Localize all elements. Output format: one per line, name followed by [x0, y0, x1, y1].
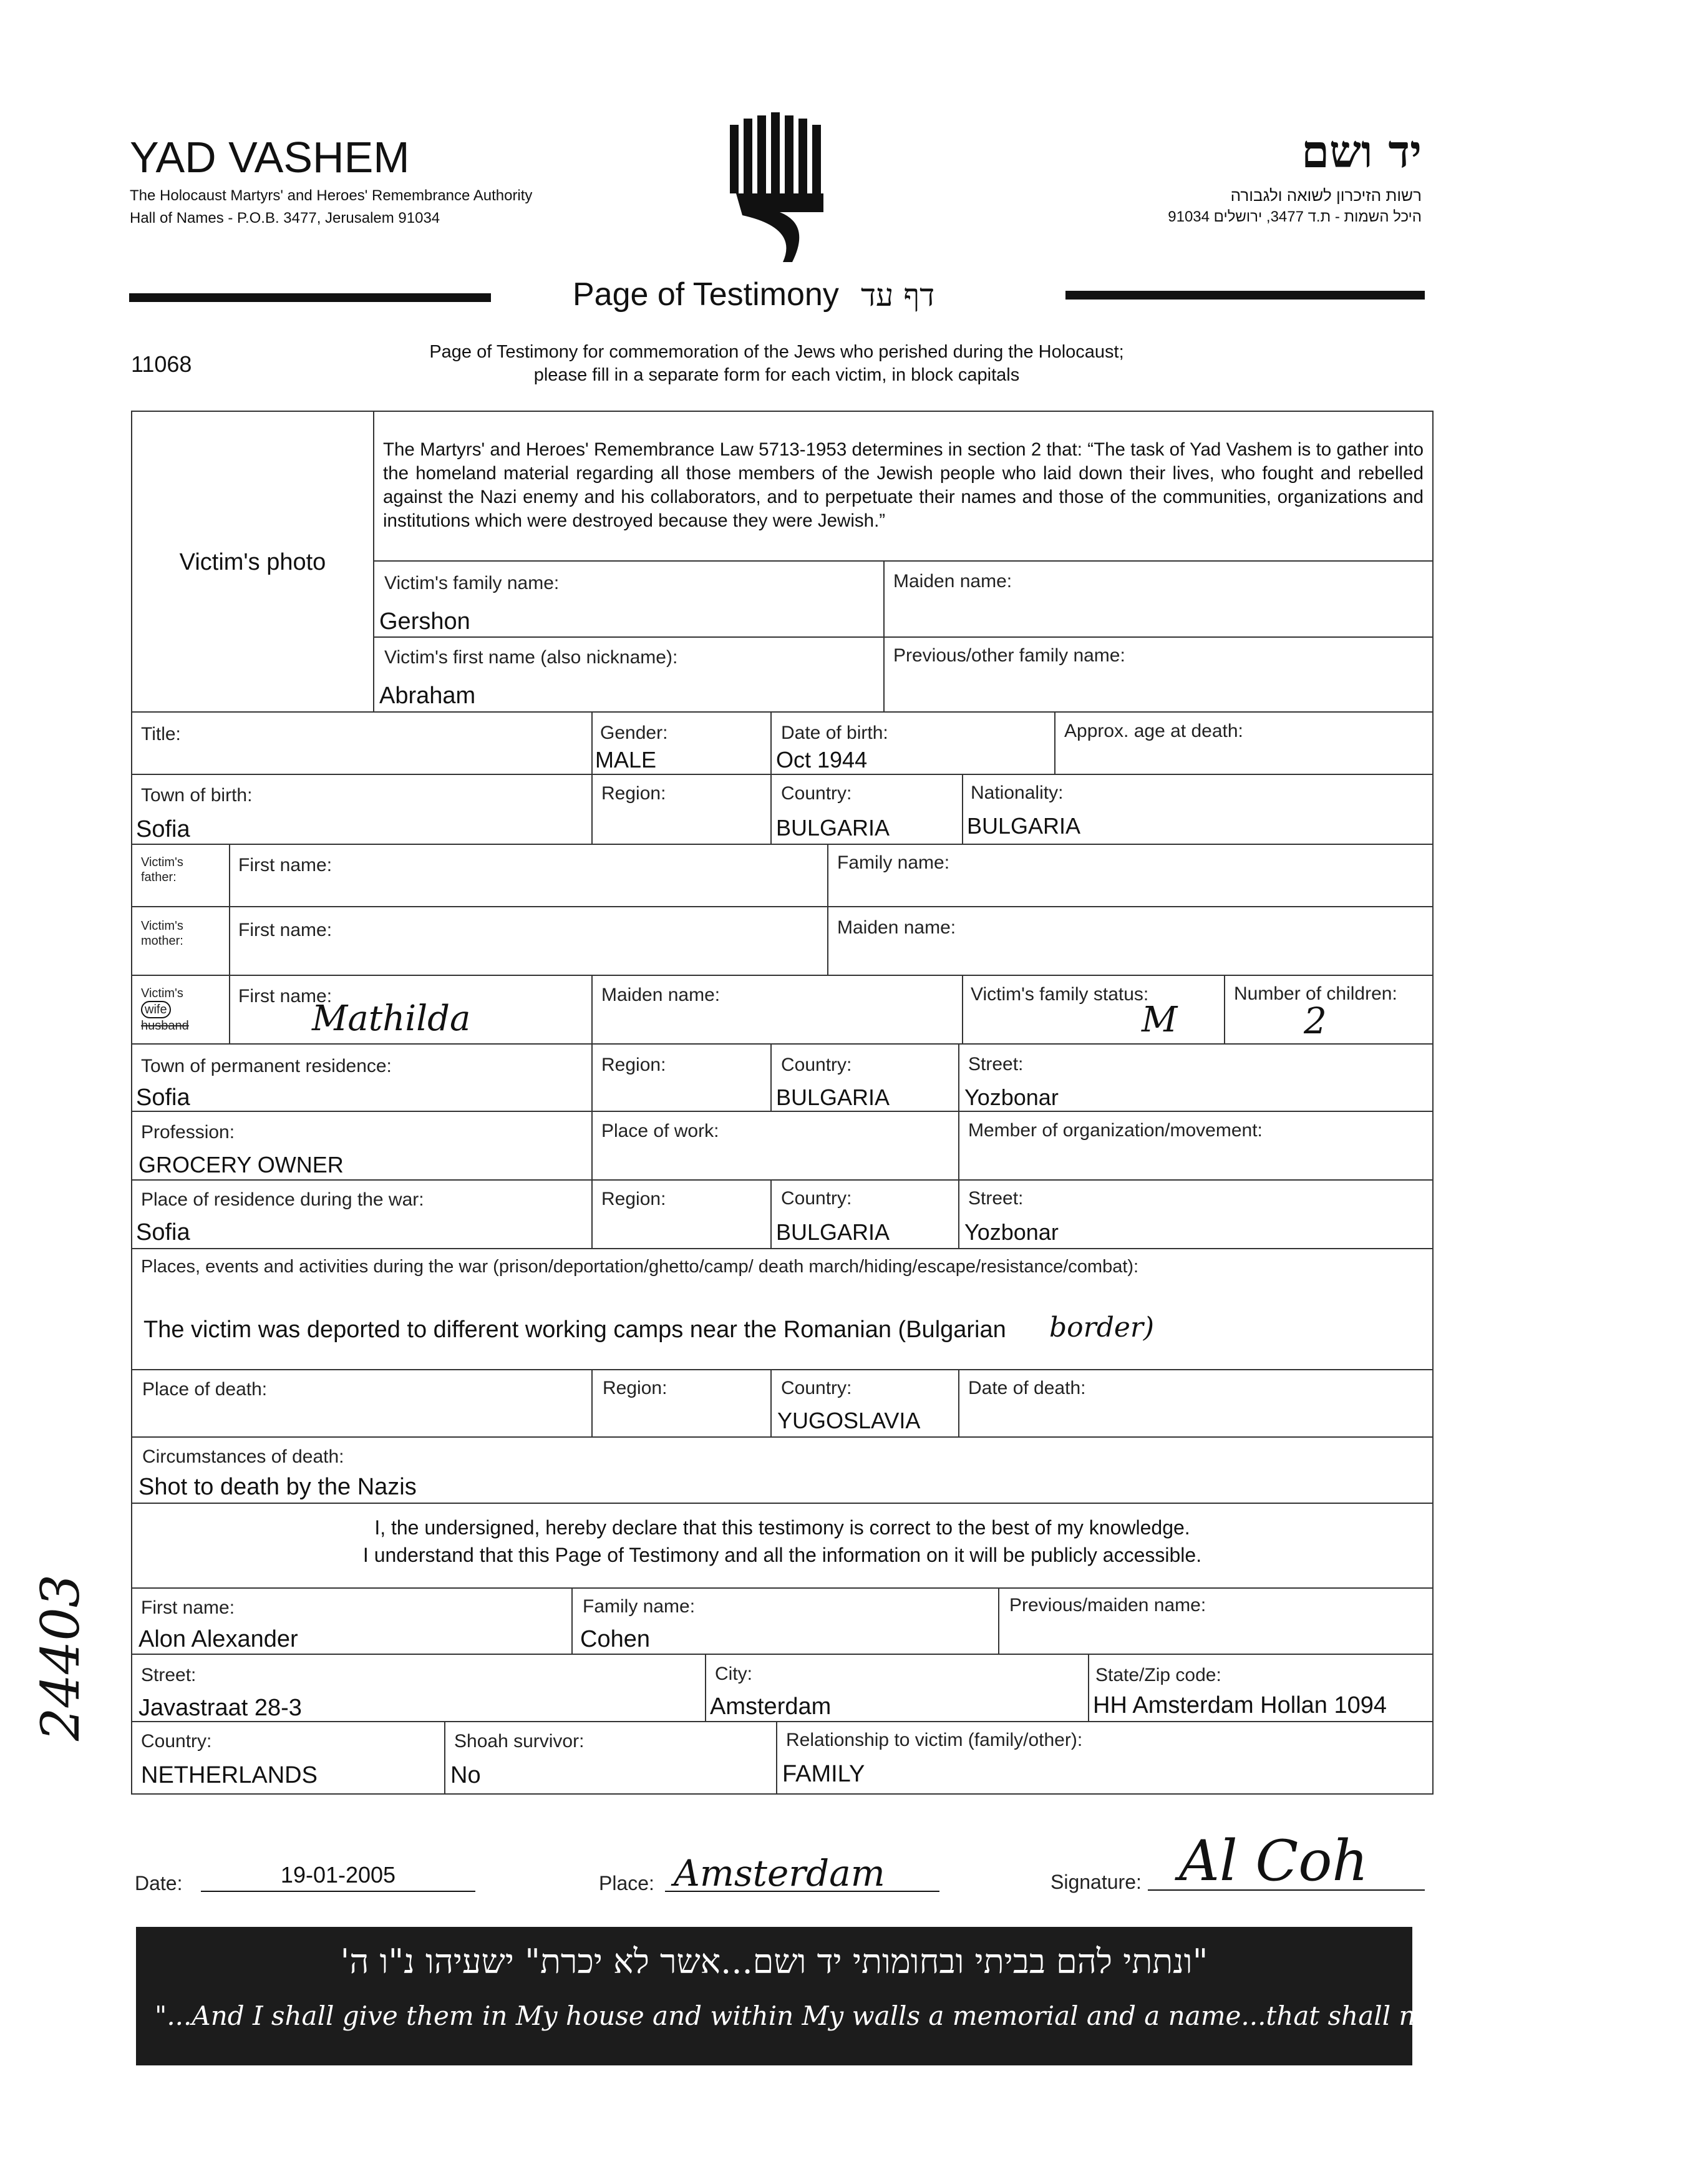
spouse-first-name-value[interactable]: Mathilda [312, 998, 471, 1039]
intro-line-1: Page of Testimony for commemoration of the Jews who perished during the Holocaust; [429, 342, 1124, 362]
war-country-value[interactable]: BULGARIA [776, 1219, 890, 1245]
dob-label: Date of birth: [781, 723, 888, 743]
signature-value[interactable]: Al Coh [1179, 1828, 1369, 1894]
spouse-side-victims: Victim's [141, 987, 183, 1000]
place-value[interactable]: Amsterdam [674, 1852, 885, 1894]
declaration-line-2: I understand that this Page of Testimony and all the information on it will be publicly accessible. [362, 1544, 1202, 1566]
town-birth-value[interactable]: Sofia [136, 816, 190, 842]
residence-town-value[interactable]: Sofia [136, 1084, 190, 1111]
death-place-label: Place of death: [142, 1379, 268, 1400]
title-label: Title: [141, 724, 181, 744]
birth-country-label: Country: [781, 783, 852, 804]
children-label: Number of children: [1234, 983, 1397, 1004]
survivor-value[interactable]: No [450, 1762, 481, 1788]
victim-photo-area [132, 412, 373, 711]
residence-region-label: Region: [601, 1055, 666, 1075]
submitter-street-label: Street: [141, 1665, 197, 1685]
war-residence-value[interactable]: Sofia [136, 1219, 190, 1245]
authority-name: The Holocaust Martyrs' and Heroes' Remembrance Authority [130, 187, 533, 204]
circumstances-value[interactable]: Shot to death by the Nazis [138, 1474, 417, 1500]
declaration-line-1: I, the undersigned, hereby declare that this testimony is correct to the best of my knowledge. [374, 1516, 1190, 1539]
form-number: 11068 [131, 351, 192, 377]
survivor-label: Shoah survivor: [454, 1731, 585, 1752]
submitter-country-value[interactable]: NETHERLANDS [141, 1762, 318, 1788]
submitter-zip-label: State/Zip code: [1095, 1665, 1221, 1685]
authority-name-hebrew: רשות הזיכרון לשואה ולגבורה [1230, 186, 1422, 205]
address: Hall of Names - P.O.B. 3477, Jerusalem 91034 [130, 210, 440, 227]
spouse-side-wife: wife [141, 1001, 171, 1018]
circumstances-label: Circumstances of death: [142, 1446, 344, 1467]
mother-maiden-name-label: Maiden name: [837, 917, 956, 938]
header-rule-right [1065, 291, 1425, 300]
archive-number: 24403 [30, 1574, 91, 1741]
spouse-maiden-name-label: Maiden name: [601, 985, 721, 1005]
submitter-family-name-label: Family name: [583, 1596, 696, 1617]
gender-label: Gender: [600, 723, 668, 743]
spouse-first-name-label: First name: [238, 986, 332, 1006]
father-family-name-label: Family name: [837, 852, 950, 873]
place-of-work-label: Place of work: [601, 1121, 719, 1141]
first-name-value[interactable]: Abraham [379, 683, 476, 709]
family-name-value[interactable]: Gershon [379, 608, 470, 635]
banner-english-text: "...And I shall give them in My house and within My walls a memorial and a name...that shall not be cut off" [155, 2001, 1588, 2031]
profession-value[interactable]: GROCERY OWNER [138, 1152, 344, 1177]
war-events-value[interactable]: The victim was deported to different working camps near the Romanian (Bulgarian [143, 1317, 1006, 1343]
intro-line-2: please fill in a separate form for each victim, in block capitals [533, 365, 1020, 385]
father-first-name-label: First name: [238, 855, 332, 875]
war-events-label: Places, events and activities during the war (prison/deportation/ghetto/camp/ death march/hiding/escape/resistance/combat): [141, 1257, 1139, 1277]
submitter-country-label: Country: [141, 1731, 212, 1752]
relationship-value[interactable]: FAMILY [782, 1761, 865, 1787]
first-name-label: Victim's first name (also nickname): [384, 647, 678, 668]
war-events-handwritten: border) [1049, 1312, 1155, 1343]
banner-hebrew-quote: "ונתתי להם בביתי ובחומותי יד ושם...אשר לא יכרת" ישעיהו נ"ו ה' [340, 1942, 1208, 1981]
family-status-label: Victim's family status: [971, 984, 1149, 1005]
residence-street-value[interactable]: Yozbonar [964, 1084, 1059, 1110]
organization-label: Member of organization/movement: [968, 1120, 1263, 1141]
town-birth-label: Town of birth: [141, 785, 253, 806]
age-label: Approx. age at death: [1064, 721, 1243, 741]
org-name: YAD VASHEM [130, 133, 410, 182]
death-date-label: Date of death: [968, 1378, 1086, 1398]
banner-reference: Isaiah 56:5 [1602, 2008, 1708, 2030]
family-name-label: Victim's family name: [384, 573, 560, 593]
submitter-city-label: City: [715, 1664, 752, 1684]
submitter-street-value[interactable]: Javastraat 28-3 [138, 1695, 302, 1721]
page-title-hebrew: דף עד [861, 277, 935, 313]
death-country-label: Country: [781, 1378, 852, 1398]
war-street-value[interactable]: Yozbonar [964, 1219, 1059, 1245]
profession-label: Profession: [141, 1122, 235, 1143]
residence-town-label: Town of permanent residence: [141, 1056, 392, 1076]
dob-value[interactable]: Oct 1944 [776, 747, 868, 772]
submitter-zip-value[interactable]: HH Amsterdam Hollan 1094 [1093, 1692, 1387, 1718]
banner-english-quote [155, 2001, 1708, 2031]
photo-label: Victim's photo [179, 549, 326, 575]
nationality-label: Nationality: [971, 782, 1064, 803]
header-rule-left [129, 293, 491, 302]
maiden-name-label: Maiden name: [893, 571, 1012, 592]
submitter-prev-name-label: Previous/maiden name: [1009, 1595, 1206, 1616]
birth-country-value[interactable]: BULGARIA [776, 815, 890, 841]
spouse-side-husband: husband [141, 1019, 189, 1033]
submitter-first-name-label: First name: [141, 1597, 235, 1618]
page-title: Page of Testimony [573, 276, 839, 313]
death-region-label: Region: [603, 1378, 667, 1398]
signature-label: Signature: [1051, 1871, 1142, 1893]
relationship-label: Relationship to victim (family/other): [786, 1730, 1083, 1750]
submitter-family-name-value[interactable]: Cohen [580, 1626, 650, 1652]
date-value[interactable]: 19-01-2005 [280, 1862, 396, 1888]
gender-value[interactable]: MALE [595, 747, 657, 772]
spouse-side-label [141, 986, 216, 1033]
law-text: The Martyrs' and Heroes' Remembrance Law 5713-1953 determines in section 2 that: “The task of Yad Vashem is to gather into the homeland material regarding all those members of the Jewish people who laid down their lives, who fought and rebelled against the Nazi enemy and his collaborators, and to perpetuate their names and those of the communities, organizations and institutions which were destroyed because they were Jewish.” [383, 439, 1424, 531]
residence-country-label: Country: [781, 1055, 852, 1075]
address-hebrew: היכל השמות - ת.ד 3477, ירושלים 91034 [1168, 208, 1422, 225]
residence-street-label: Street: [968, 1054, 1024, 1075]
war-street-label: Street: [968, 1188, 1024, 1209]
prev-family-name-label: Previous/other family name: [893, 645, 1125, 666]
war-country-label: Country: [781, 1188, 852, 1209]
war-region-label: Region: [601, 1189, 666, 1209]
yad-vashem-logo [724, 94, 836, 268]
quote-banner [136, 1927, 1708, 2065]
org-name-hebrew: יד ושם [1301, 125, 1422, 178]
children-value[interactable]: 2 [1304, 1000, 1327, 1042]
death-country-value[interactable]: YUGOSLAVIA [777, 1408, 921, 1433]
mother-side-label: Victim's mother: [141, 919, 183, 948]
father-side-label: Victim's father: [141, 855, 183, 884]
war-residence-label: Place of residence during the war: [141, 1189, 424, 1210]
date-label: Date: [135, 1872, 183, 1894]
submitter-city-value[interactable]: Amsterdam [710, 1694, 832, 1720]
submitter-first-name-value[interactable]: Alon Alexander [138, 1626, 298, 1652]
place-label: Place: [599, 1872, 654, 1894]
mother-first-name-label: First name: [238, 920, 332, 940]
nationality-value[interactable]: BULGARIA [967, 813, 1081, 839]
birth-region-label: Region: [601, 783, 666, 804]
family-status-value[interactable]: M [1142, 1000, 1178, 1040]
residence-country-value[interactable]: BULGARIA [776, 1084, 890, 1110]
